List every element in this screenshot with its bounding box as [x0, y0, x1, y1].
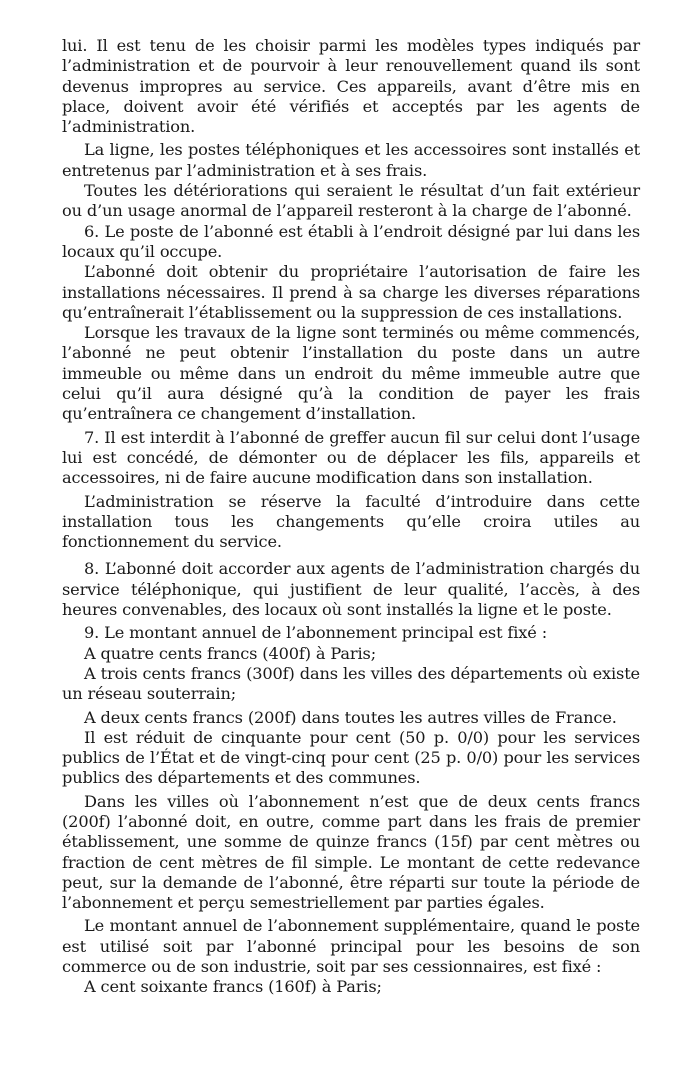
paragraph-deteriorations: Toutes les détériorations qui seraient le résultat d’un fait extérieur ou d’un usage anormal de l’appareil resteront à la charge de l’abonné. — [62, 181, 640, 221]
paragraph-appareils: lui. Il est tenu de les choisir parmi les modèles types indiqués par l’administration et de pourvoir à leur renouvellement quand ils sont devenus impropres au service. Ces appareils, avant d’être mis en place, doivent avoir été vérifiés et acceptés par les agents de l’administration. — [62, 36, 640, 137]
paragraph-premier-etablissement: Dans les villes où l’abonnement n’est que de deux cents francs (200f) l’abonné doit, en outre, comme part dans les frais de premier établissement, une somme de quinze francs (15f) par cent mètres ou fraction de cent mètres de fil simple. Le montant de cette redevance peut, sur la demande de l’abonné, être réparti sur toute la période de l’abonnement et perçu semestriellement par parties égales. — [62, 791, 640, 913]
paragraph-article-8: 8. L’abonné doit accorder aux agents de l’administration chargés du service téléphonique, qui justifient de leur qualité, l’accès, à des heures convenables, des locaux où sont installés la ligne et le poste. — [62, 559, 640, 620]
paragraph-article-7: 7. Il est interdit à l’abonné de greffer aucun fil sur celui dont l’usage lui est concédé, de démonter ou de déplacer les fils, appareils et accessoires, ni de faire aucune modification dans son installation. — [62, 427, 640, 488]
paragraph-tarif-departements: A trois cents francs (300f) dans les villes des départements où existe un réseau souterrain; — [62, 663, 640, 704]
paragraph-article-6: 6. Le poste de l’abonné est établi à l’endroit désigné par lui dans les locaux qu’il occupe. — [62, 221, 640, 261]
paragraph-autorisation: L’abonné doit obtenir du propriétaire l’autorisation de faire les installations nécessaires. Il prend à sa charge les diverses réparations qu’entraînerait l’établissement ou la suppression de ces installations. — [62, 262, 640, 322]
paragraph-travaux: Lorsque les travaux de la ligne sont terminés ou même commencés, l’abonné ne peut obtenir l’installation du poste dans un autre immeuble ou même dans un endroit du même immeuble autre que celui qu’il aura désigné qu’à la condition de payer les frais qu’entraînera ce changement d’installation. — [62, 323, 640, 424]
paragraph-ligne: La ligne, les postes téléphoniques et les accessoires sont installés et entretenus par l’administration et à ses frais. — [62, 140, 640, 180]
paragraph-tarif-autres-villes: A deux cents francs (200f) dans toutes les autres villes de France. — [84, 707, 617, 727]
paragraph-reduction: Il est réduit de cinquante pour cent (50 p. 0/0) pour les services publics de l’État et de vingt-cinq pour cent (25 p. 0/0) pour les services publics des départements et des communes. — [62, 727, 640, 788]
paragraph-article-9: 9. Le montant annuel de l’abonnement principal est fixé : — [84, 623, 547, 643]
paragraph-tarif-supplementaire-paris: A cent soixante francs (160f) à Paris; — [84, 977, 382, 997]
paragraph-changements: L’administration se réserve la faculté d’introduire dans cette installation tous les changements qu’elle croira utiles au fonctionnement du service. — [62, 491, 640, 552]
paragraph-abonnement-supplementaire: Le montant annuel de l’abonnement supplémentaire, quand le poste est utilisé soit par l’abonné principal pour les besoins de son commerce ou de son industrie, soit par ses cessionnaires, est fixé : — [62, 916, 640, 977]
paragraph-tarif-paris: A quatre cents francs (400f) à Paris; — [84, 643, 376, 663]
document-text — [62, 36, 640, 998]
